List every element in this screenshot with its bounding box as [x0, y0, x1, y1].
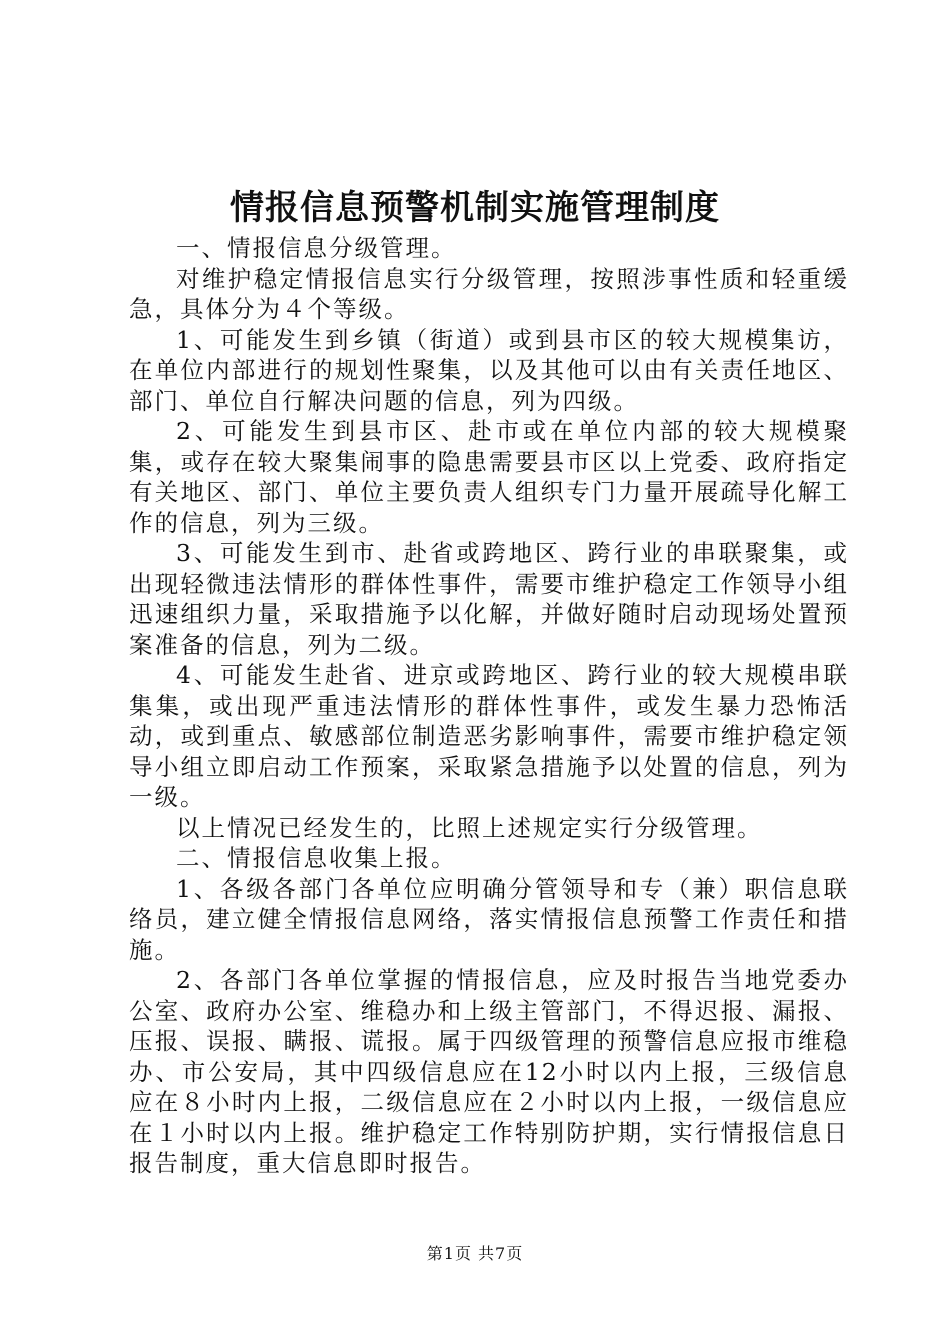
paragraph: 4、可能发生赴省、进京或跨地区、跨行业的较大规模串联集集，或出现严重违法情形的群体性事件，或发生暴力恐怖活动，或到重点、敏感部位制造恶劣影响事件，需要市维护稳定领导小组立即启动工作预案，采取紧急措施予以处置的信息，列为一级。 — [129, 661, 849, 811]
page-number-footer: 第1页 共7页 — [426, 1244, 524, 1263]
section-heading: 一、情报信息分级管理。 — [176, 234, 457, 262]
paragraph: 2、各部门各单位掌握的情报信息，应及时报告当地党委办公室、政府办公室、维稳办和上级主管部门，不得迟报、漏报、压报、误报、瞒报、谎报。属于四级管理的预警信息应报市维稳办、市公安局，其中四级信息应在12小时以内上报，三级信息应在８小时内上报，二级信息应在２小时以内上报，一级信息应在１小时以内上报。维护稳定工作特别防护期，实行情报信息日报告制度，重大信息即时报告。 — [129, 966, 849, 1177]
document-body — [129, 233, 849, 1179]
paragraph: 对维护稳定情报信息实行分级管理，按照涉事性质和轻重缓急，具体分为４个等级。 — [129, 264, 849, 323]
paragraph: 以上情况已经发生的，比照上述规定实行分级管理。 — [176, 813, 763, 842]
paragraph: 3、可能发生到市、赴省或跨地区、跨行业的串联聚集，或出现轻微违法情形的群体性事件，需要市维护稳定工作领导小组迅速组织力量，采取措施予以化解，并做好随时启动现场处置预案准备的信息，列为二级。 — [129, 539, 849, 659]
paragraph: 1、各级各部门各单位应明确分管领导和专（兼）职信息联络员，建立健全情报信息网络，落实情报信息预警工作责任和措施。 — [129, 874, 849, 964]
paragraph: 2、可能发生到县市区、赴市或在单位内部的较大规模聚集，或存在较大聚集闹事的隐患需要县市区以上党委、政府指定有关地区、部门、单位主要负责人组织专门力量开展疏导化解工作的信息，列为三级。 — [129, 417, 849, 537]
section-heading: 二、情报信息收集上报。 — [176, 844, 457, 872]
document-title: 情报信息预警机制实施管理制度 — [230, 188, 720, 228]
paragraph: 1、可能发生到乡镇（街道）或到县市区的较大规模集访，在单位内部进行的规划性聚集，以及其他可以由有关责任地区、部门、单位自行解决问题的信息，列为四级。 — [129, 325, 849, 415]
